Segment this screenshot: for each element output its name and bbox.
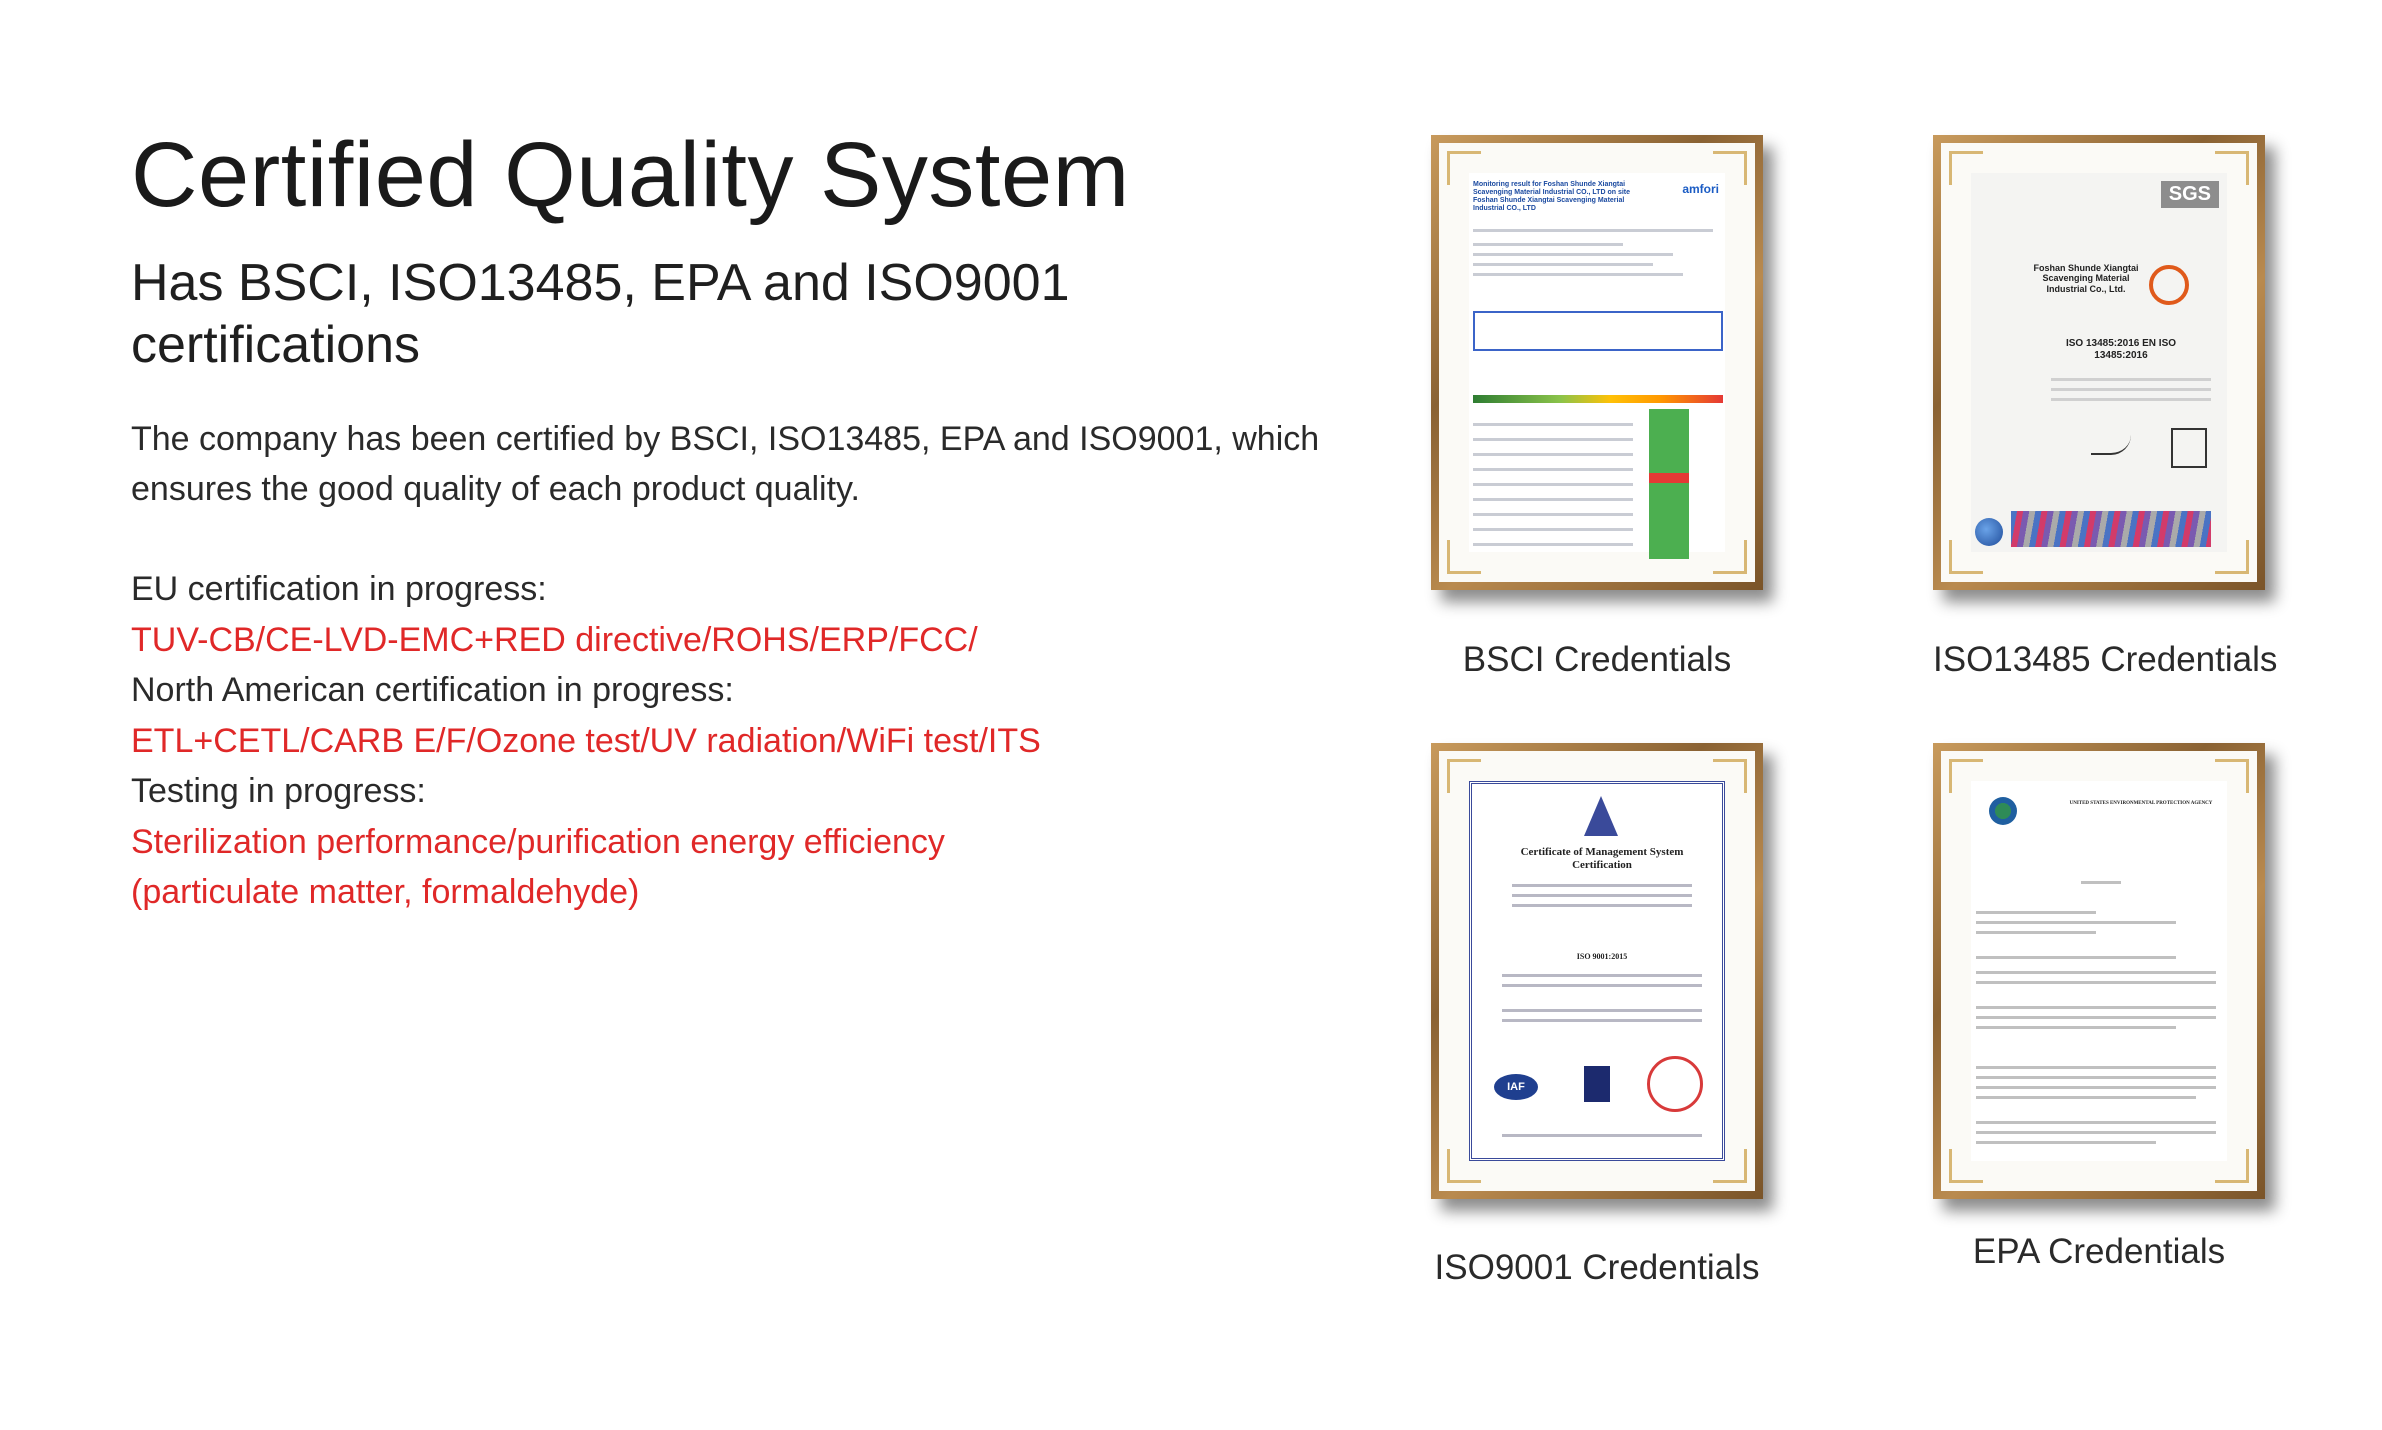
epa-document [1971, 781, 2227, 1161]
iso13485-certificate [1933, 135, 2265, 590]
bsci-certificate [1431, 135, 1763, 590]
page-title: Certified Quality System [131, 124, 1130, 226]
amfori-logo: amfori [1682, 182, 1719, 196]
sgs-logo: SGS [2161, 181, 2219, 208]
iaf-logo: IAF [1494, 1074, 1538, 1100]
testing-progress-items-cont: (particulate matter, formaldehyde) [131, 873, 640, 911]
iso13485-caption: ISO13485 Credentials [1933, 640, 2278, 679]
bsci-document [1469, 173, 1725, 552]
iso9001-caption: ISO9001 Credentials [1434, 1248, 1760, 1287]
ukas-mark [2171, 428, 2207, 468]
intro-line: ensures the good quality of each product quality. [131, 470, 860, 508]
emblem-icon [1584, 796, 1618, 836]
signature [2091, 433, 2131, 455]
red-seal [1647, 1056, 1703, 1112]
na-progress-items: ETL+CETL/CARB E/F/Ozone test/UV radiation/WiFi test/ITS [131, 721, 1041, 760]
certification-progress-list [131, 564, 1361, 918]
iso13485-company: Foshan Shunde Xiangtai Scavenging Material Industrial Co., Ltd. [2033, 263, 2139, 294]
eu-progress-label: EU certification in progress: [131, 570, 547, 608]
page-subtitle: Has BSCI, ISO13485, EPA and ISO9001 certifications [131, 254, 1070, 374]
accreditation-mark [1584, 1066, 1610, 1102]
intro-paragraph [131, 414, 1361, 514]
epa-caption: EPA Credentials [1972, 1232, 2226, 1271]
eu-progress-items: TUV-CB/CE-LVD-EMC+RED directive/ROHS/ERP/FCC/ [131, 620, 978, 659]
iso13485-document [1971, 173, 2227, 552]
iso9001-document [1469, 781, 1725, 1161]
iso13485-standard: ISO 13485:2016 EN ISO 13485:2016 [2065, 338, 2177, 361]
bsci-caption: BSCI Credentials [1462, 640, 1732, 679]
globe-icon [1975, 518, 2003, 546]
intro-line: The company has been certified by BSCI, ISO13485, EPA and ISO9001, which [131, 420, 1320, 458]
epa-certificate [1933, 743, 2265, 1199]
epa-seal-icon [1989, 797, 2017, 825]
bsci-doc-heading: Monitoring result for Foshan Shunde Xiangtai Scavenging Material Industrial CO., LTD on site Foshan Shunde Xiangtai Scavenging Material Industrial CO., LTD [1473, 181, 1631, 213]
left-column [131, 120, 1361, 918]
iso9001-certificate [1431, 743, 1763, 1199]
iso9001-standard: ISO 9001:2015 [1576, 952, 1628, 961]
testing-progress-label: Testing in progress: [131, 772, 426, 810]
testing-progress-items: Sterilization performance/purification energy efficiency [131, 822, 945, 861]
iso9001-heading: Certificate of Management System Certification [1520, 846, 1684, 871]
na-progress-label: North American certification in progress: [131, 671, 734, 709]
sgs-wave-pattern [2011, 511, 2211, 547]
epa-heading: UNITED STATES ENVIRONMENTAL PROTECTION AGENCY [2069, 801, 2213, 806]
sgs-check-icon [2149, 265, 2189, 305]
